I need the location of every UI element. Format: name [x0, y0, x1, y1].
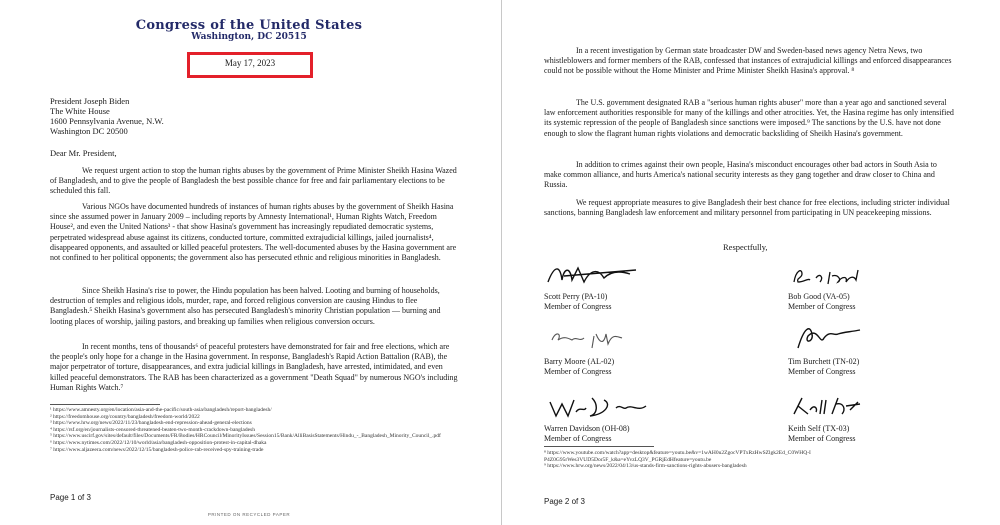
signer-role: Member of Congress: [788, 367, 856, 376]
paragraph: In addition to crimes against their own people, Hasina's misconduct encourages other bad actors in South Asia to make common alliance, and hurts America's national security interests as they gang together and draw closer to China and Russia.: [544, 160, 937, 190]
footnote: ¹ https://www.amnesty.org/en/location/asia-and-the-pacific/south-asia/bangladesh/report-bangladesh/: [50, 407, 272, 413]
footnotes: [50, 407, 470, 453]
closing: Respectfully,: [723, 242, 768, 252]
signer-role: Member of Congress: [788, 434, 856, 443]
footnote: ⁶ https://www.nytimes.com/2022/12/10/world/asia/bangladesh-opposition-protest-in-capital-dhaka: [50, 439, 267, 446]
signer-role: Member of Congress: [544, 434, 612, 443]
footnote: ⁹ https://www.hrw.org/news/2022/04/13/us-stands-firm-sanctions-rights-abusers-bangladesh: [544, 463, 747, 470]
signer-block: [788, 292, 856, 312]
signature-bob-good: [788, 264, 868, 288]
signer-role: Member of Congress: [544, 367, 612, 376]
recycled-paper-note: PRINTED ON RECYCLED PAPER: [207, 512, 291, 517]
page-number: Page 2 of 3: [544, 497, 585, 506]
letter-page-1: [0, 0, 498, 525]
signer-name: Bob Good (VA-05): [788, 292, 850, 301]
signer-block: [544, 292, 612, 312]
footnote: ⁴ https://rsf.org/en/journalists-censored-threatened-beaten-two-month-crackdown-bangladesh: [50, 426, 255, 433]
signer-block: [788, 357, 859, 377]
signer-block: [788, 424, 856, 444]
footnote: ⁷ https://www.aljazeera.com/news/2022/12/15/bangladesh-police-rab-received-spy-training-trade: [50, 446, 264, 453]
paragraph: In recent months, tens of thousands⁶ of peaceful protesters have demonstrated for fair and free elections, which are the people's only hope for a change in the Hasina government. In response, Bangladesh's Rapid Action Battalion (RAB), the major perpetrator of torture, disappearances, and extra judicial killings in Bangladesh, have arrested, intimidated, and even killed peaceful demonstrators. The RAB has been characterized as a government "Death Squad" by numerous NGO's including Human Rights Watch.⁷: [50, 342, 458, 392]
signer-name: Barry Moore (AL-02): [544, 357, 615, 366]
paragraph: In a recent investigation by German state broadcaster DW and Sweden-based news agency Netra News, two whistleblowers and former members of the RAB, confessed that instances of extrajudicial killings and enforced disappearances could not be possible without the Home Minister and Prime Minister Sheikh Hasina's approval. ⁸: [544, 46, 952, 76]
signer-role: Member of Congress: [788, 302, 856, 311]
address-line: The White House: [50, 106, 110, 116]
footnote-divider: [50, 404, 160, 405]
signer-block: [544, 357, 614, 377]
signature-keith-self: [788, 394, 868, 420]
footnote: ⁸ https://www.youtube.com/watch?app=desktop&feature=youtu.be&v=1wAH0u2ZgocVPTxRzHwSZlgk2Ed_C0WHQ-I P4Z0G95rWes3VUD5Dor5F_k&a=eYvzLQ3V_PGRjEdHfeature=youtu.be: [544, 450, 811, 463]
paragraph: Various NGOs have documented hundreds of instances of human rights abuses by the government of Sheikh Hasina since she assumed power in January 2009 – including reports by Amnesty International¹, Human Rights Watch, Freedom House², and even the United Nations³ - that show Hasina's government has increasingly repudiated democratic systems, perpetrated widespread abuse against its citizens, conducted torture, committed extrajudicial killings, jailed journalists⁴, disappeared opponents, and assaulted or killed peaceful protesters. The well-documented abuses by the Hasina government are not confined to her political opponents; the government also has persecuted ethnic and religious minorities in Bangladesh.: [50, 202, 457, 263]
page-number: Page 1 of 3: [50, 493, 91, 502]
signer-role: Member of Congress: [544, 302, 612, 311]
letter-page-2: [506, 0, 1000, 525]
footnote-divider: [544, 446, 654, 447]
recipient-address: [50, 96, 164, 136]
signature-barry-moore: [548, 326, 638, 350]
signer-name: Warren Davidson (OH-08): [544, 424, 630, 433]
signature-scott-perry: [544, 262, 644, 288]
signer-name: Tim Burchett (TN-02): [788, 357, 860, 366]
letterhead-title: Congress of the United States: [135, 18, 363, 33]
signature-tim-burchett: [790, 322, 870, 352]
address-line: President Joseph Biden: [50, 96, 130, 106]
signer-name: Scott Perry (PA-10): [544, 292, 608, 301]
address-line: 1600 Pennsylvania Avenue, N.W.: [50, 116, 164, 126]
signature-warren-davidson: [546, 394, 656, 422]
salutation: Dear Mr. President,: [50, 148, 117, 158]
paragraph: Since Sheikh Hasina's rise to power, the Hindu population has been halved. Looting and burning of households, destruction of temples and religious idols, murder, rape, and forced religious conversion are causing Hindus to flee Bangladesh.⁵ Sheikh Hasina's government also has persecuted Bangladesh's minority Christian population — burning and looting places of worship, jailing pastors, and breaking up families when religious conversion occurs.: [50, 286, 441, 326]
footnote: ⁵ https://www.uscirf.gov/sites/default/files/Documents/FR/Bodies/HRCouncil/MinorityIssues/Session15/Bank/AlliBasisStatements/Hindu_-_Bangladesh_Minority_Council_.pdf: [50, 433, 441, 440]
paragraph: We request urgent action to stop the human rights abuses by the government of Prime Minister Sheikh Hasina Wazed of Bangladesh, and to give the people of Bangladesh the best possible chance for free and fair parliamentary elections to be scheduled this fall.: [50, 166, 457, 196]
letterhead-city: Washington, DC 20515: [191, 32, 307, 42]
footnote: ² https://freedomhouse.org/country/bangladesh/freedom-world/2022: [50, 413, 200, 420]
paragraph: The U.S. government designated RAB a "serious human rights abuser" more than a year ago and sanctioned several law enforcement authorities responsible for many of the killings and other atrocities. Yet, the Hasina regime has only intensified its systemic repression of the people of Bangladesh since sanctions were imposed.⁹ The sanctions by the U.S. have not done enough to slow the flagrant human rights violations and democratic backsliding of Sheikh Hasina's government.: [544, 98, 954, 138]
paragraph: We request appropriate measures to give Bangladesh their best chance for free elections, including stricter individual sanctions, banning Bangladesh law enforcement and military personnel from participating in UN peacekeeping missions.: [544, 198, 950, 218]
address-line: Washington DC 20500: [50, 126, 128, 136]
signer-name: Keith Self (TX-03): [788, 424, 850, 433]
page-divider: [501, 0, 502, 525]
signer-block: [544, 424, 630, 444]
letter-date: May 17, 2023: [224, 58, 276, 68]
footnote: ³ https://www.hrw.org/news/2022/11/23/bangladesh-end-repression-ahead-general-elections: [50, 420, 252, 427]
footnotes: [544, 450, 964, 470]
